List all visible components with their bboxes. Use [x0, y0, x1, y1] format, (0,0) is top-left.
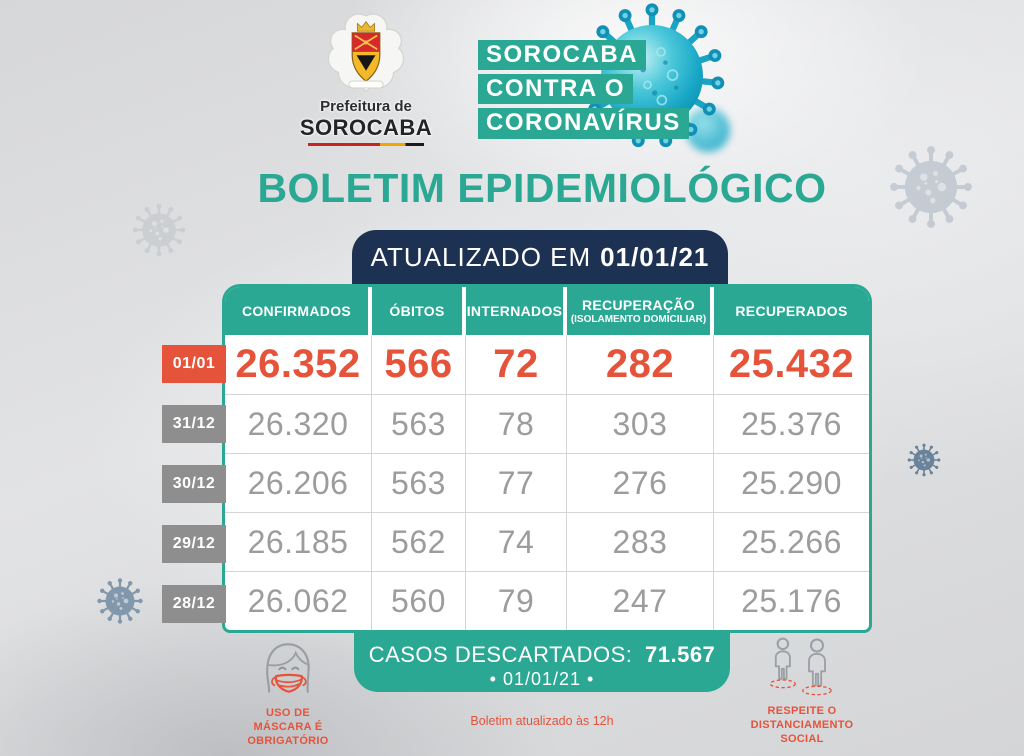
logo-line1: Prefeitura de [320, 98, 412, 115]
cell-hospitalized: 78 [466, 395, 567, 453]
cell-confirmed: 26.062 [225, 572, 372, 630]
updated-badge [352, 230, 728, 284]
cases-table [222, 284, 872, 633]
column-header-recovered: RECUPERADOS [714, 287, 869, 335]
virus-decoration-icon [906, 442, 942, 478]
column-header-confirmed: CONFIRMADOS [225, 287, 372, 335]
cell-hospitalized: 77 [466, 454, 567, 512]
social-distancing-icon [762, 634, 842, 702]
column-header-deaths: ÓBITOS [372, 287, 466, 335]
distancing-text-line1: RESPEITE O [767, 705, 837, 717]
logo-line2: SOROCABA [299, 115, 433, 140]
date-badge: 01/01 [162, 345, 226, 383]
date-badge: 30/12 [162, 465, 226, 503]
table-row [225, 512, 869, 571]
cell-confirmed: 26.206 [225, 454, 372, 512]
date-badge: 31/12 [162, 405, 226, 443]
cell-deaths: 566 [372, 335, 466, 394]
cell-recovering: 303 [567, 395, 714, 453]
cell-deaths: 560 [372, 572, 466, 630]
column-header-recovering: RECUPERAÇÃO (ISOLAMENTO DOMICILIAR) [567, 287, 714, 335]
coat-of-arms-icon [323, 12, 409, 102]
campaign-line2: CONTRA O [478, 74, 633, 104]
distancing-text-line3: SOCIAL [780, 732, 824, 745]
updated-date: 01/01/21 [600, 241, 710, 272]
cell-recovered: 25.266 [741, 523, 842, 560]
cell-recovered: 25.290 [741, 464, 842, 501]
prefeitura-logo [296, 12, 436, 146]
cell-hospitalized: 74 [466, 513, 567, 571]
distancing-notice [744, 634, 860, 746]
discarded-label: CASOS DESCARTADOS: [368, 642, 633, 667]
table-row [225, 394, 869, 453]
page-title: BOLETIM EPIDEMIOLÓGICO [257, 165, 827, 211]
mask-text-line2: MÁSCARA É [253, 720, 323, 733]
cell-confirmed: 26.352 [225, 335, 372, 394]
table-row [225, 335, 869, 394]
logo-underline [308, 143, 424, 146]
mask-text-line3: OBRIGATÓRIO [247, 734, 329, 747]
cell-recovering: 282 [567, 335, 714, 394]
campaign-line3: CORONAVÍRUS [478, 108, 689, 138]
discarded-date: • 01/01/21 • [489, 669, 595, 689]
column-header-hospitalized: INTERNADOS [466, 287, 567, 335]
discarded-value: 71.567 [645, 642, 716, 667]
cell-recovered: 25.176 [741, 582, 842, 619]
mask-text-line1: USO DE [266, 707, 310, 719]
update-time-note: Boletim atualizado às 12h [470, 714, 614, 728]
column-header-recovering-sub: (ISOLAMENTO DOMICILIAR) [570, 314, 707, 325]
table-header-row [225, 287, 869, 335]
mask-notice [235, 638, 341, 748]
distancing-text-line2: DISTANCIAMENTO [750, 718, 854, 731]
date-badge: 28/12 [162, 585, 226, 623]
cell-confirmed: 26.320 [225, 395, 372, 453]
cell-hospitalized: 79 [466, 572, 567, 630]
table-row [225, 571, 869, 630]
campaign-banner [478, 40, 689, 143]
virus-decoration-icon [95, 576, 145, 626]
cell-recovered: 25.432 [728, 342, 855, 386]
cell-hospitalized: 72 [466, 335, 567, 394]
cell-deaths: 563 [372, 395, 466, 453]
cell-recovering: 283 [567, 513, 714, 571]
table-row [225, 453, 869, 512]
date-badge: 29/12 [162, 525, 226, 563]
cell-recovering: 247 [567, 572, 714, 630]
discarded-cases-badge [354, 630, 730, 692]
cell-recovered: 25.376 [741, 405, 842, 442]
cell-recovering: 276 [567, 454, 714, 512]
face-mask-icon [257, 638, 319, 704]
updated-label: ATUALIZADO EM [370, 241, 592, 272]
campaign-line1: SOROCABA [478, 40, 646, 70]
cell-deaths: 563 [372, 454, 466, 512]
cell-confirmed: 26.185 [225, 513, 372, 571]
cell-deaths: 562 [372, 513, 466, 571]
